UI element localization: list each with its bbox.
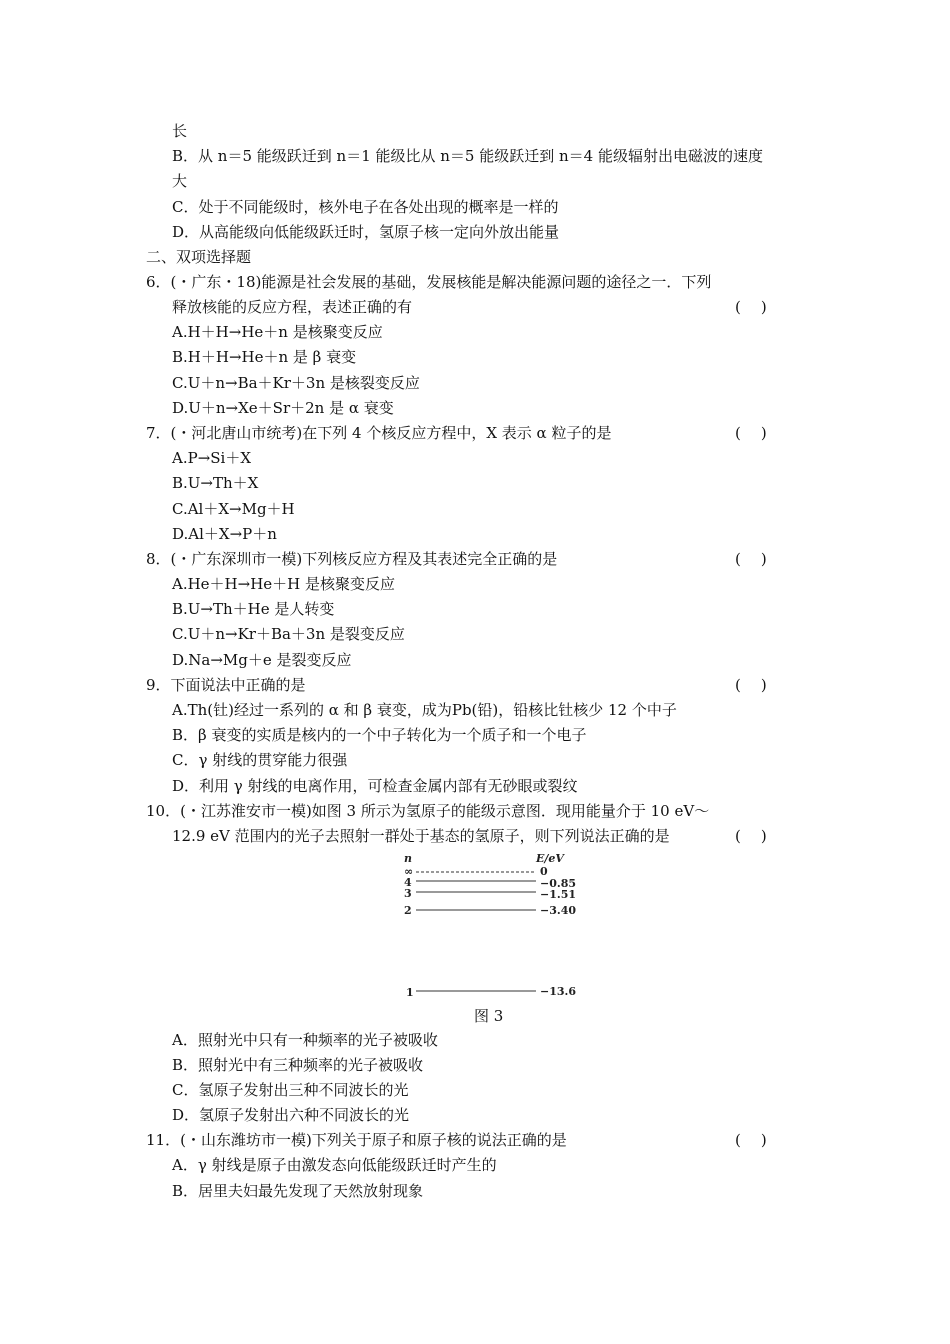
q10-option-d: D．氢原子发射出六种不同波长的光 <box>172 1106 410 1124</box>
q10-option-b: B．照射光中有三种频率的光子被吸收 <box>172 1056 424 1074</box>
q9-stem: 9．下面说法中正确的是 <box>146 676 306 694</box>
text-line <box>0 396 950 421</box>
q7-stem: 7．(・河北唐山市统考)在下列 4 个核反应方程中，X 表示 α 粒子的是 <box>146 424 612 442</box>
q10-option-c: C．氢原子发射出三种不同波长的光 <box>172 1081 409 1099</box>
level-n-label: 3 <box>404 887 412 900</box>
q6-option-a: A.H＋H→He＋n 是核聚变反应 <box>172 323 383 341</box>
q9-option-b: B．β 衰变的实质是核内的一个中子转化为一个质子和一个电子 <box>172 726 587 744</box>
text-line <box>0 144 950 169</box>
text-line <box>0 1103 950 1128</box>
q5-option-b-tail: 大 <box>172 172 188 190</box>
text-line <box>0 1078 950 1103</box>
text-line <box>0 1028 950 1053</box>
text-line <box>0 270 950 295</box>
q8-option-a: A.He＋H→He＋H 是核聚变反应 <box>172 575 396 593</box>
text-line <box>0 119 950 144</box>
q5-option-d: D．从高能级向低能级跃迁时，氢原子核一定向外放出能量 <box>172 223 560 241</box>
text-line <box>0 1128 950 1153</box>
text-line <box>0 471 950 496</box>
text-line <box>0 723 950 748</box>
q9-option-d: D．利用 γ 射线的电离作用，可检查金属内部有无砂眼或裂纹 <box>172 777 578 795</box>
answer-blank: ( ) <box>735 298 767 316</box>
q7-option-c: C.Al＋X→Mg＋H <box>172 500 295 518</box>
answer-blank: ( ) <box>735 550 767 568</box>
text-line <box>0 824 950 849</box>
n-axis-label: n <box>404 852 412 865</box>
q11-option-a: A．γ 射线是原子由激发态向低能级跃迁时产生的 <box>172 1156 497 1174</box>
level-energy-label: −3.40 <box>540 904 577 917</box>
text-line <box>0 622 950 647</box>
q5-option-b: B．从 n＝5 能级跃迁到 n＝1 能级比从 n＝5 能级跃迁到 n＝4 能级辐射出电磁波的速度 <box>172 147 763 165</box>
level-energy-label: 0 <box>540 865 548 878</box>
q7-option-b: B.U→Th＋X <box>172 474 259 492</box>
answer-blank: ( ) <box>735 676 767 694</box>
energy-level-diagram <box>390 852 590 1002</box>
text-line <box>0 774 950 799</box>
text-line <box>0 572 950 597</box>
text-line <box>0 673 950 698</box>
text-line <box>0 648 950 673</box>
level-energy-label: −0.85 <box>540 877 577 890</box>
text-line <box>0 345 950 370</box>
text-line <box>0 195 950 220</box>
answer-blank: ( ) <box>735 1131 767 1149</box>
text-line <box>0 1053 950 1078</box>
q11-option-b: B．居里夫妇最先发现了天然放射现象 <box>172 1182 424 1200</box>
text-line <box>0 799 950 824</box>
text-line <box>0 371 950 396</box>
text-line <box>0 1153 950 1178</box>
level-n-label: ∞ <box>404 865 414 878</box>
text-line <box>0 547 950 572</box>
level-n-label: 1 <box>406 986 414 999</box>
q10-option-a: A．照射光中只有一种频率的光子被吸收 <box>172 1031 438 1049</box>
text-line <box>0 220 950 245</box>
section-heading: 二、双项选择题 <box>146 248 252 266</box>
q8-option-b: B.U→Th＋He 是人转变 <box>172 600 335 618</box>
q7-option-d: D.Al＋X→P＋n <box>172 525 277 543</box>
text-line <box>0 748 950 773</box>
q5-option-c: C．处于不同能级时，核外电子在各处出现的概率是一样的 <box>172 198 559 216</box>
level-energy-label: −13.6 <box>540 985 577 998</box>
energy-level-svg <box>390 852 590 1002</box>
answer-blank: ( ) <box>735 424 767 442</box>
text-line <box>0 295 950 320</box>
level-n-label: 2 <box>404 904 412 917</box>
text-line <box>0 245 950 270</box>
q8-option-c: C.U＋n→Kr＋Ba＋3n 是裂变反应 <box>172 625 405 643</box>
q10-stem: 10．(・江苏淮安市一模)如图 3 所示为氢原子的能级示意图．现用能量介于 10 eV～ <box>146 802 710 820</box>
q11-stem: 11．(・山东潍坊市一模)下列关于原子和原子核的说法正确的是 <box>146 1131 567 1149</box>
level-n-label: 4 <box>404 876 412 889</box>
text-line <box>0 698 950 723</box>
q8-stem: 8．(・广东深圳市一模)下列核反应方程及其表述完全正确的是 <box>146 550 558 568</box>
q6-option-d: D.U＋n→Xe＋Sr＋2n 是 α 衰变 <box>172 399 394 417</box>
answer-blank: ( ) <box>735 827 767 845</box>
q6-stem-cont: 释放核能的反应方程，表述正确的有 <box>172 298 413 316</box>
q6-option-c: C.U＋n→Ba＋Kr＋3n 是核裂变反应 <box>172 374 420 392</box>
q8-option-d: D.Na→Mg＋e 是裂变反应 <box>172 651 352 669</box>
q6-stem: 6．(・广东・18)能源是社会发展的基础，发展核能是解决能源问题的途径之一．下列 <box>146 273 712 291</box>
text-line <box>0 497 950 522</box>
text-line <box>0 320 950 345</box>
text-line <box>0 169 950 194</box>
figure-caption: 图 3 <box>474 1007 504 1025</box>
text-line <box>0 522 950 547</box>
q9-option-a: A.Th(钍)经过一系列的 α 和 β 衰变，成为Pb(铅)，铅核比钍核少 12 个中子 <box>172 701 677 719</box>
text-line <box>0 446 950 471</box>
q5-option-a-tail: 长 <box>172 122 188 140</box>
q6-option-b: B.H＋H→He＋n 是 β 衰变 <box>172 348 357 366</box>
text-line <box>0 1179 950 1204</box>
text-line <box>0 597 950 622</box>
level-energy-label: −1.51 <box>540 888 577 901</box>
energy-axis-label: E/eV <box>536 852 564 865</box>
text-line <box>0 421 950 446</box>
q9-option-c: C．γ 射线的贯穿能力很强 <box>172 751 348 769</box>
q7-option-a: A.P→Si＋X <box>172 449 252 467</box>
q10-stem-cont: 12.9 eV 范围内的光子去照射一群处于基态的氢原子，则下列说法正确的是 <box>172 827 670 845</box>
